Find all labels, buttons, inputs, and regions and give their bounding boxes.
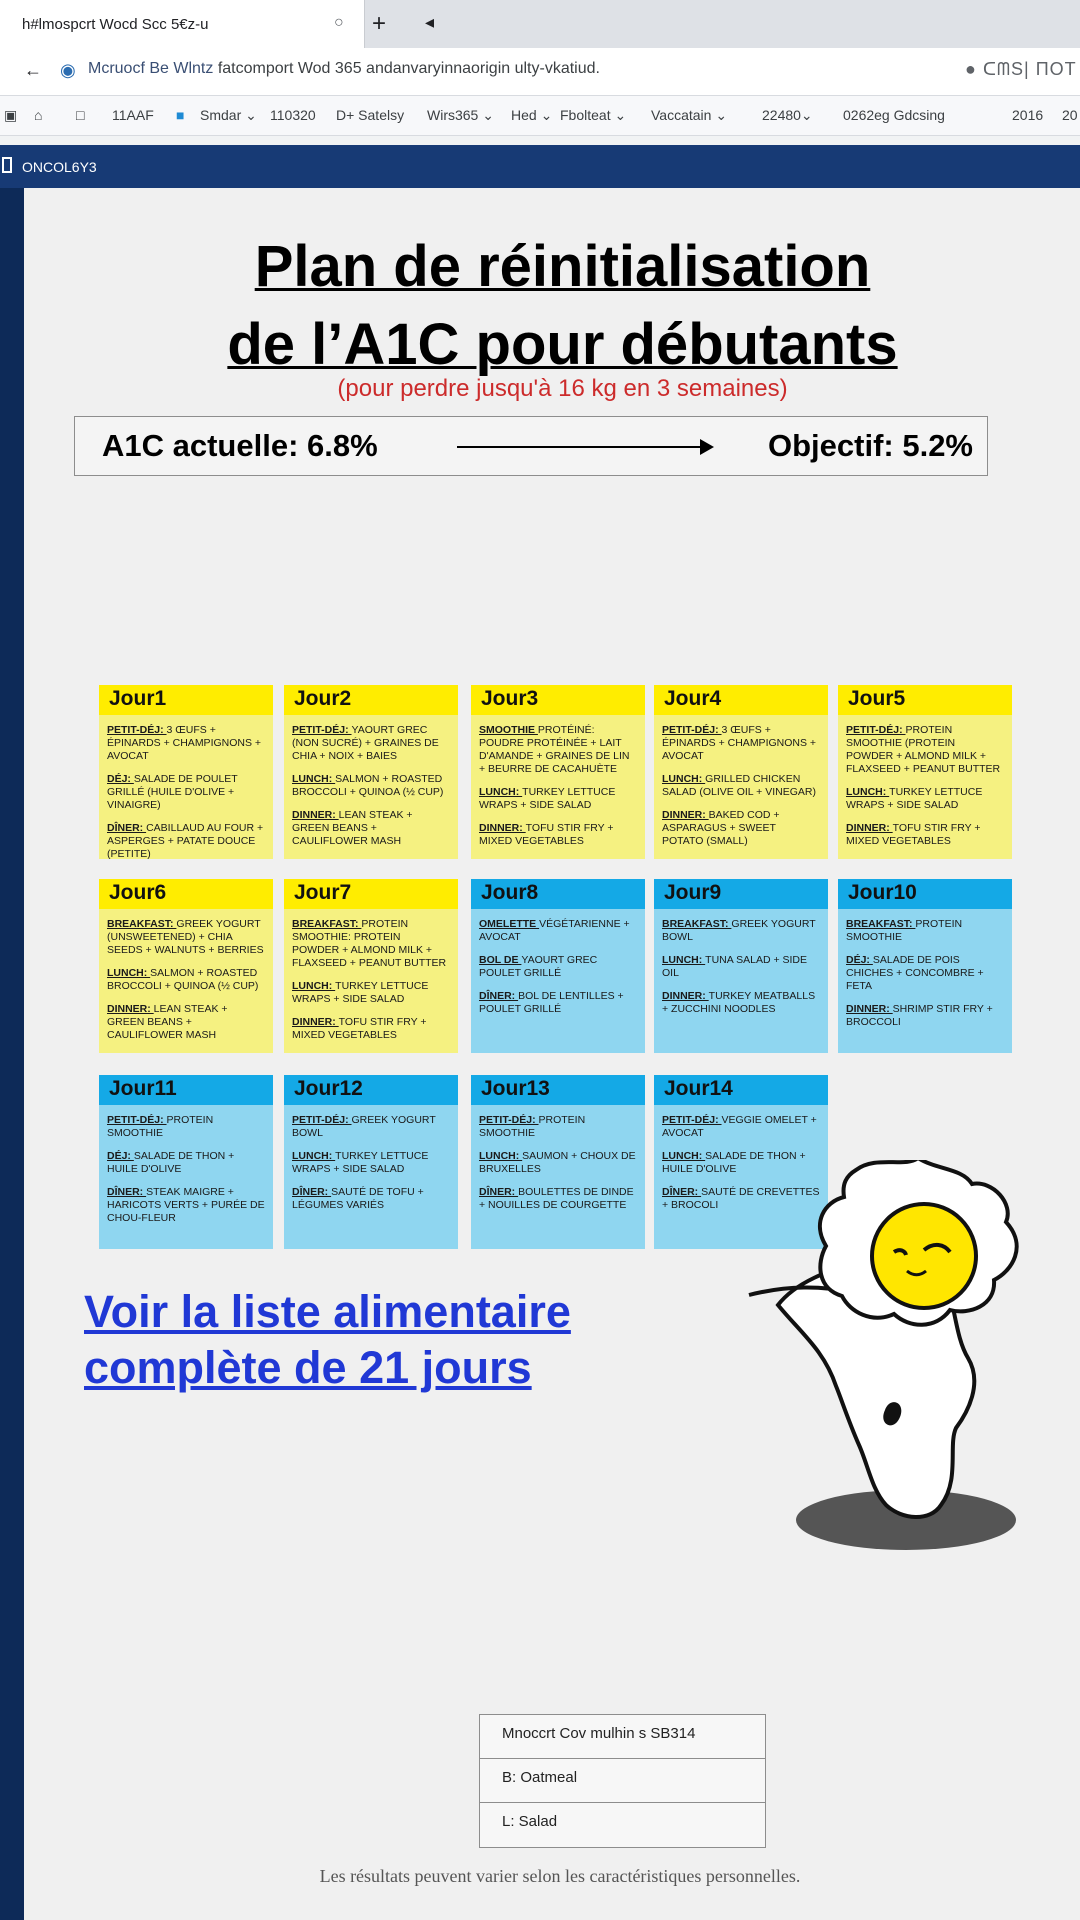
disclaimer: Les résultats peuvent varier selon les caractéristiques personnelles.: [319, 1866, 801, 1886]
meal-text: PROTEIN SMOOTHIE: [107, 1114, 214, 1139]
meal-label: DÎNER:: [107, 822, 147, 834]
bookmarks-bar: [0, 96, 1080, 136]
meal-label: DÉJ:: [107, 1150, 134, 1162]
meal-text: SALMON + ROASTED BROCCOLI + QUINOA (½ CUP): [107, 967, 259, 992]
meal-item: [107, 773, 265, 812]
bookmark-item[interactable]: D+ Satelsy: [336, 107, 405, 123]
document-ribbon: [0, 145, 1080, 188]
meal-item: [479, 1186, 637, 1212]
address-bar[interactable]: [0, 48, 1080, 96]
meal-label: SMOOTHIE: [479, 724, 538, 736]
bookmark-item[interactable]: 22480⌄: [762, 107, 813, 123]
meal-item: [479, 990, 637, 1016]
active-tab[interactable]: [0, 0, 365, 48]
bookmark-item[interactable]: Hed ⌄: [511, 107, 553, 123]
meal-text: LEAN STEAK + GREEN BEANS + CAULIFLOWER MASH: [292, 809, 413, 847]
meal-label: LUNCH:: [479, 786, 523, 798]
mascot-face: [872, 1204, 976, 1308]
meal-item: [846, 822, 1004, 848]
meal-label: DINNER:: [292, 809, 339, 821]
tab-title: h#lmospcrt Wocd Scc 5€z-u: [22, 15, 209, 33]
meal-text: TURKEY MEATBALLS + ZUCCHINI NOODLES: [662, 990, 816, 1015]
meal-text: TOFU STIR FRY + MIXED VEGETABLES: [292, 1016, 427, 1041]
day-title: Jour1: [99, 685, 273, 715]
meal-text: BOL DE LENTILLES + POULET GRILLÉ: [479, 990, 624, 1015]
day-title: Jour6: [99, 879, 273, 909]
meal-label: DINNER:: [846, 1003, 893, 1015]
meal-text: STEAK MAIGRE + HARICOTS VERTS + PURÉE DE CHOU-FLEUR: [107, 1186, 265, 1224]
meal-label: PETIT-DÉJ:: [479, 1114, 539, 1126]
day-title: Jour5: [838, 685, 1012, 715]
meal-label: DINNER:: [846, 822, 893, 834]
meal-item: [479, 786, 637, 812]
meal-text: SAUTÉ DE CREVETTES + BROCOLI: [662, 1186, 820, 1211]
meal-label: DINNER:: [479, 822, 526, 834]
tab-square-icon[interactable]: □: [76, 107, 85, 123]
meal-text: BOULETTES DE DINDE + NOUILLES DE COURGETTE: [479, 1186, 634, 1211]
title-line-2: de l’A1C pour débutants: [227, 312, 898, 377]
bookmark-item[interactable]: 0262eg Gdcsing: [843, 107, 945, 123]
meal-text: GRILLED CHICKEN SALAD (OLIVE OIL + VINEGAR): [662, 773, 816, 798]
day-card-3: [471, 685, 645, 859]
bookmark-item[interactable]: 11AAF: [112, 107, 154, 123]
meal-text: YAOURT GREC POULET GRILLÉ: [479, 954, 598, 979]
meal-item: [662, 724, 820, 763]
bookmark-item[interactable]: 20: [1062, 107, 1078, 123]
meal-item: [292, 773, 450, 799]
meal-item: [846, 724, 1004, 776]
day-title: Jour12: [284, 1075, 458, 1105]
meal-label: PETIT-DÉJ:: [107, 1114, 167, 1126]
info-row: Mnoccrt Cov mulhin s SB314: [480, 1715, 765, 1759]
meal-item: [292, 724, 450, 763]
meal-item: [846, 786, 1004, 812]
meal-text: VEGGIE OMELET + AVOCAT: [662, 1114, 817, 1139]
meal-text: PROTEIN SMOOTHIE: [846, 918, 963, 943]
meal-label: DÎNER:: [107, 1186, 147, 1198]
day-card-8: [471, 879, 645, 1053]
meal-item: [292, 1114, 450, 1140]
meal-label: DINNER:: [662, 809, 709, 821]
meal-label: BREAKFAST:: [846, 918, 916, 930]
day-meals: [471, 715, 645, 859]
day-meals: [654, 909, 828, 1053]
meal-item: [662, 918, 820, 944]
meal-label: OMELETTE: [479, 918, 540, 930]
day-meals: [284, 715, 458, 859]
meal-text: PROTÉINÉ: POUDRE PROTÉINÉE + LAIT D'AMANDE + GRAINES DE LIN + BEURRE DE CACAHUÈTE: [479, 724, 630, 775]
meal-text: GREEK YOGURT (UNSWEETENED) + CHIA SEEDS + WALNUTS + BERRIES: [107, 918, 264, 956]
meal-text: PROTEIN SMOOTHIE: [479, 1114, 586, 1139]
day-card-1: [99, 685, 273, 859]
meal-label: LUNCH:: [479, 1150, 523, 1162]
meal-label: BREAKFAST:: [292, 918, 362, 930]
meal-text: SALADE DE POIS CHICHES + CONCOMBRE + FETA: [846, 954, 984, 992]
meal-text: 3 ŒUFS + ÉPINARDS + CHAMPIGNONS + AVOCAT: [662, 724, 817, 762]
tab-strip: [0, 0, 1080, 48]
url-rest: fatcomport Wod 365 andanvaryinnaorigin ulty-vkatiud.: [217, 60, 600, 77]
meal-text: SALADE DE THON + HUILE D'OLIVE: [107, 1150, 235, 1175]
bookmark-item[interactable]: 2016: [1012, 107, 1044, 123]
meal-item: [662, 990, 820, 1016]
meal-item: [292, 918, 450, 970]
cta-line-1: Voir la liste alimentaire: [84, 1286, 571, 1337]
meal-label: BOL DE: [479, 954, 522, 966]
meal-text: TURKEY LETTUCE WRAPS + SIDE SALAD: [846, 786, 983, 811]
day-title: Jour10: [838, 879, 1012, 909]
meal-label: LUNCH:: [292, 1150, 336, 1162]
meal-item: [107, 822, 265, 859]
day-card-6: [99, 879, 273, 1053]
meal-item: [292, 809, 450, 848]
day-title: Jour9: [654, 879, 828, 909]
meal-text: TURKEY LETTUCE WRAPS + SIDE SALAD: [292, 1150, 429, 1175]
meal-item: [479, 1114, 637, 1140]
meal-text: PROTEIN SMOOTHIE: PROTEIN POWDER + ALMOND MILK + FLAXSEED + PEANUT BUTTER: [292, 918, 447, 969]
meal-text: YAOURT GREC (NON SUCRÉ) + GRAINES DE CHIA + NOIX + BAIES: [292, 724, 439, 762]
meal-label: LUNCH:: [292, 980, 336, 992]
url-text[interactable]: [88, 60, 600, 78]
meal-text: SAUMON + CHOUX DE BRUXELLES: [479, 1150, 636, 1175]
meal-item: [662, 773, 820, 799]
bookmark-item[interactable]: 110320: [270, 107, 316, 123]
meal-label: DÎNER:: [662, 1186, 702, 1198]
day-meals: [99, 1105, 273, 1249]
day-card-9: [654, 879, 828, 1053]
subtitle: (pour perdre jusqu'à 16 kg en 3 semaines): [337, 375, 788, 402]
meal-item: [107, 918, 265, 957]
meal-label: PETIT-DÉJ:: [846, 724, 906, 736]
day-title: Jour8: [471, 879, 645, 909]
meal-text: VÉGÉTARIENNE + AVOCAT: [479, 918, 630, 943]
day-title: Jour14: [654, 1075, 828, 1105]
meal-item: [107, 724, 265, 763]
bookmark-item[interactable]: Vaccatain ⌄: [651, 107, 728, 123]
day-card-10: [838, 879, 1012, 1053]
meal-label: LUNCH:: [662, 773, 706, 785]
meal-label: DÎNER:: [479, 990, 519, 1002]
meal-item: [846, 954, 1004, 993]
meal-text: SALMON + ROASTED BROCCOLI + QUINOA (½ CUP): [292, 773, 444, 798]
meal-text: PROTEIN SMOOTHIE (PROTEIN POWDER + ALMOND MILK + FLAXSEED + PEANUT BUTTER: [846, 724, 1001, 775]
tab-close-icon[interactable]: ○: [334, 14, 344, 31]
url-prefix: Mcruocf Be Wlntz: [88, 60, 214, 77]
day-meals: [284, 909, 458, 1053]
day-meals: [99, 715, 273, 859]
meal-text: TURKEY LETTUCE WRAPS + SIDE SALAD: [292, 980, 429, 1005]
site-info-icon[interactable]: ◉: [60, 60, 76, 80]
meal-item: [479, 918, 637, 944]
day-meals: [471, 909, 645, 1053]
day-title: Jour2: [284, 685, 458, 715]
food-list-link[interactable]: [84, 1284, 704, 1396]
bottom-info-table: [479, 1714, 766, 1848]
day-meals: [654, 715, 828, 859]
day-meals: [284, 1105, 458, 1249]
day-title: Jour3: [471, 685, 645, 715]
meal-text: CABILLAUD AU FOUR + ASPERGES + PATATE DOUCE (PETITE): [107, 822, 264, 859]
meal-label: PETIT-DÉJ:: [662, 724, 722, 736]
bookmark-icon[interactable]: ■: [176, 107, 185, 123]
day-card-7: [284, 879, 458, 1053]
left-rail: [0, 188, 24, 1920]
cta-line-2: complète de 21 jours: [84, 1342, 532, 1393]
meal-text: TUNA SALAD + SIDE OIL: [662, 954, 807, 979]
meal-text: TOFU STIR FRY + MIXED VEGETABLES: [846, 822, 981, 847]
ribbon-label: ONCOL6Y3: [22, 159, 97, 175]
meal-text: GREEK YOGURT BOWL: [662, 918, 816, 943]
meal-text: 3 ŒUFS + ÉPINARDS + CHAMPIGNONS + AVOCAT: [107, 724, 262, 762]
arrow-icon: [457, 446, 712, 448]
day-meals: [838, 909, 1012, 1053]
meal-label: LUNCH:: [292, 773, 336, 785]
meal-text: SALADE DE POULET GRILLÉ (HUILE D'OLIVE + VINAIGRE): [107, 773, 238, 811]
meal-item: [662, 1114, 820, 1140]
meal-item: [107, 1186, 265, 1225]
meal-label: BREAKFAST:: [662, 918, 732, 930]
meal-item: [107, 967, 265, 993]
day-card-11: [99, 1075, 273, 1249]
tab-arrow-icon[interactable]: ◂: [425, 12, 435, 32]
meal-label: LUNCH:: [846, 786, 890, 798]
meal-text: TURKEY LETTUCE WRAPS + SIDE SALAD: [479, 786, 616, 811]
meal-label: PETIT-DÉJ:: [107, 724, 167, 736]
meal-item: [846, 1003, 1004, 1029]
meal-label: DINNER:: [662, 990, 709, 1002]
meal-item: [479, 724, 637, 776]
day-title: Jour11: [99, 1075, 273, 1105]
meal-text: GREEK YOGURT BOWL: [292, 1114, 436, 1139]
meal-label: LUNCH:: [662, 1150, 706, 1162]
meal-item: [846, 918, 1004, 944]
mascot-illustration: [736, 1160, 1061, 1550]
meal-item: [292, 1150, 450, 1176]
page-title: [110, 228, 1015, 384]
meal-label: LUNCH:: [107, 967, 151, 979]
meal-label: DINNER:: [292, 1016, 339, 1028]
meal-label: PETIT-DÉJ:: [292, 724, 352, 736]
new-tab-icon[interactable]: +: [372, 10, 387, 37]
a1c-current: A1C actuelle: 6.8%: [102, 428, 378, 463]
meal-text: TOFU STIR FRY + MIXED VEGETABLES: [479, 822, 614, 847]
day-card-2: [284, 685, 458, 859]
day-title: Jour7: [284, 879, 458, 909]
meal-item: [479, 822, 637, 848]
bookmark-item[interactable]: Fbolteat ⌄: [560, 107, 627, 123]
bookmark-icon[interactable]: ▣: [4, 107, 18, 123]
meal-label: LUNCH:: [662, 954, 706, 966]
meal-item: [107, 1003, 265, 1042]
bookmark-item[interactable]: Smdar ⌄: [200, 107, 257, 123]
meal-label: DÎNER:: [292, 1186, 332, 1198]
info-row: B: Oatmeal: [480, 1759, 765, 1803]
browser-chrome: [0, 0, 1080, 145]
day-meals: [99, 909, 273, 1053]
meal-item: [292, 1016, 450, 1042]
meal-item: [292, 980, 450, 1006]
meal-item: [479, 954, 637, 980]
meal-label: DÉJ:: [846, 954, 873, 966]
day-card-13: [471, 1075, 645, 1249]
meal-label: DÎNER:: [479, 1186, 519, 1198]
info-row: L: Salad: [502, 1813, 558, 1830]
day-title: Jour4: [654, 685, 828, 715]
a1c-comparison-box: [74, 416, 988, 476]
meal-text: LEAN STEAK + GREEN BEANS + CAULIFLOWER MASH: [107, 1003, 228, 1041]
a1c-target: Objectif: 5.2%: [768, 428, 973, 463]
ribbon-icon: [2, 157, 12, 173]
address-right-controls[interactable]: ● ᑕᗰS| ПOT: [965, 59, 1077, 79]
meal-item: [292, 1186, 450, 1212]
meal-item: [107, 1150, 265, 1176]
day-meals: [471, 1105, 645, 1249]
day-card-5: [838, 685, 1012, 859]
meal-label: DINNER:: [107, 1003, 154, 1015]
meal-item: [107, 1114, 265, 1140]
meal-label: PETIT-DÉJ:: [292, 1114, 352, 1126]
home-icon[interactable]: ⌂: [34, 107, 43, 123]
day-title: Jour13: [471, 1075, 645, 1105]
meal-text: SHRIMP STIR FRY + BROCCOLI: [846, 1003, 993, 1028]
bookmark-item[interactable]: Wirs365 ⌄: [427, 107, 494, 123]
meal-item: [662, 954, 820, 980]
meal-label: PETIT-DÉJ:: [662, 1114, 722, 1126]
meal-label: BREAKFAST:: [107, 918, 177, 930]
meal-text: BAKED COD + ASPARAGUS + SWEET POTATO (SMALL): [662, 809, 780, 847]
meal-label: DÉJ:: [107, 773, 134, 785]
day-card-12: [284, 1075, 458, 1249]
meal-item: [662, 809, 820, 848]
meal-text: SAUTÉ DE TOFU + LÉGUMES VARIÉS: [292, 1186, 424, 1211]
day-meals: [838, 715, 1012, 859]
meal-item: [479, 1150, 637, 1176]
back-arrow-icon[interactable]: ←: [24, 60, 42, 80]
meal-text: SALADE DE THON + HUILE D'OLIVE: [662, 1150, 806, 1175]
day-card-4: [654, 685, 828, 859]
title-line-1: Plan de réinitialisation: [254, 234, 871, 299]
